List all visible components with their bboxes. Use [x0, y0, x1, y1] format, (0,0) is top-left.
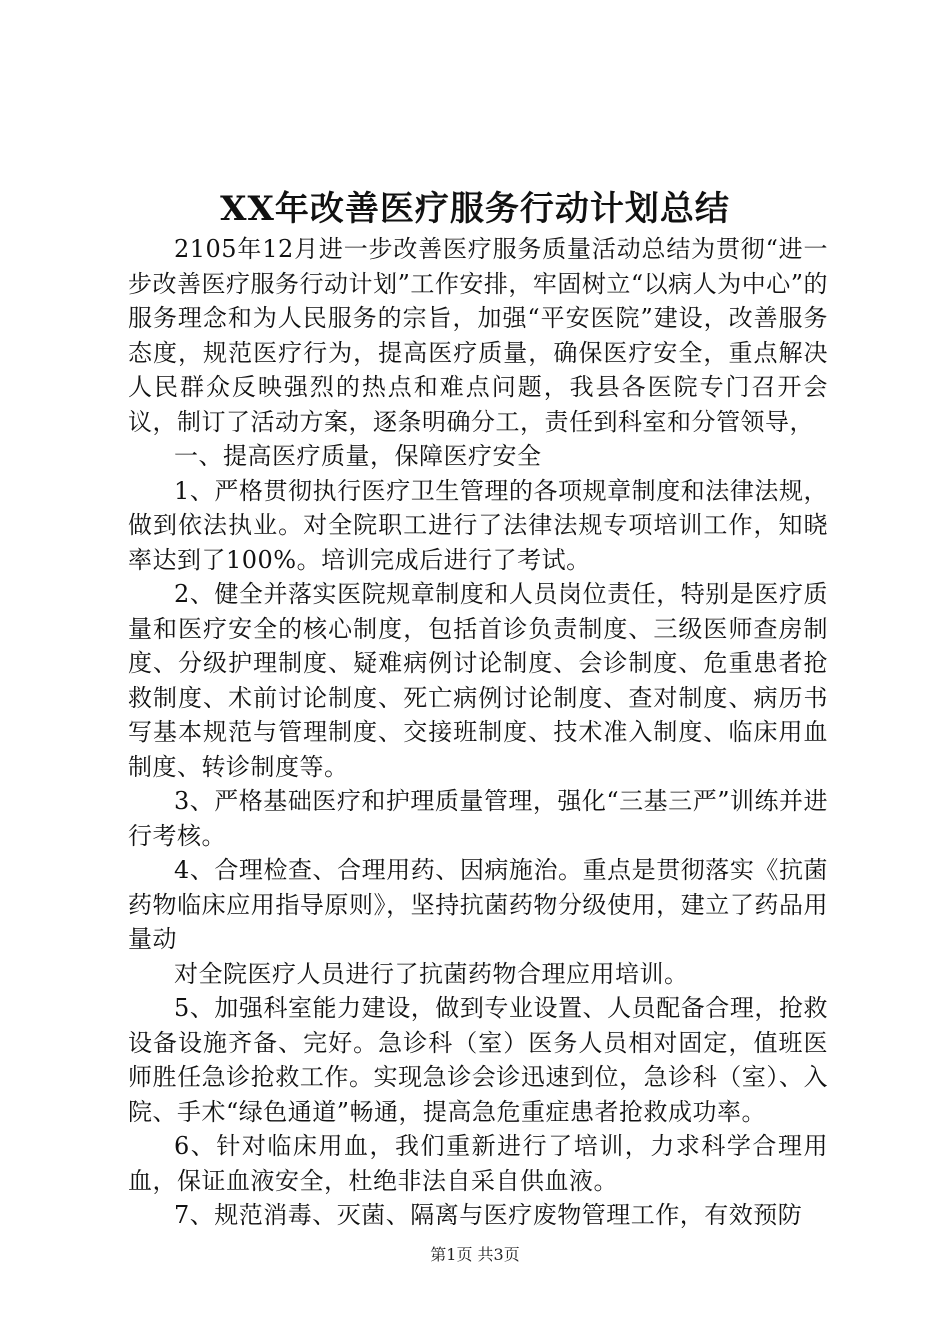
paragraph-item-2: 2、健全并落实医院规章制度和人员岗位责任，特别是医疗质量和医疗安全的核心制度，包括首诊负责制度、三级医师查房制度、分级护理制度、疑难病例讨论制度、会诊制度、危重患者抢救制度、术前讨论制度、死亡病例讨论制度、查对制度、病历书写基本规范与管理制度、交接班制度、技术准入制度、临床用血制度、转诊制度等。	[128, 580, 828, 781]
paragraph-item-6: 6、针对临床用血，我们重新进行了培训，力求科学合理用血，保证血液安全，杜绝非法自采自供血液。	[128, 1132, 828, 1195]
document-body	[128, 232, 828, 1233]
paragraph-item-1: 1、严格贯彻执行医疗卫生管理的各项规章制度和法律法规，做到依法执业。对全院职工进行了法律法规专项培训工作，知晓率达到了100%。培训完成后进行了考试。	[128, 476, 828, 574]
section-heading: 一、提高医疗质量，保障医疗安全	[174, 442, 542, 470]
paragraph-item-5: 5、加强科室能力建设，做到专业设置、人员配备合理，抢救设备设施齐备、完好。急诊科（室）医务人员相对固定，值班医师胜任急诊抢救工作。实现急诊会诊迅速到位，急诊科（室）、入院、手术“绿色通道”畅通，提高急危重症患者抢救成功率。	[128, 994, 828, 1126]
paragraph-intro: 2105年12月进一步改善医疗服务质量活动总结为贯彻“进一步改善医疗服务行动计划”工作安排，牢固树立“以病人为中心”的服务理念和为人民服务的宗旨，加强“平安医院”建设，改善服务态度，规范医疗行为，提高医疗质量，确保医疗安全，重点解决人民群众反映强烈的热点和难点问题，我县各医院专门召开会议，制订了活动方案，逐条明确分工，责任到科室和分管领导，	[128, 235, 828, 436]
paragraph-item-4-continued: 对全院医疗人员进行了抗菌药物合理应用培训。	[174, 959, 689, 988]
paragraph-item-7: 7、规范消毒、灭菌、隔离与医疗废物管理工作，有效预防	[174, 1201, 803, 1229]
paragraph-item-3: 3、严格基础医疗和护理质量管理，强化“三基三严”训练并进行考核。	[128, 787, 828, 850]
document-title: XX年改善医疗服务行动计划总结	[220, 189, 730, 229]
paragraph-item-4: 4、合理检查、合理用药、因病施治。重点是贯彻落实《抗菌药物临床应用指导原则》，坚持抗菌药物分级使用，建立了药品用量动	[128, 856, 828, 953]
page-indicator: 第1页 共3页	[430, 1245, 520, 1264]
